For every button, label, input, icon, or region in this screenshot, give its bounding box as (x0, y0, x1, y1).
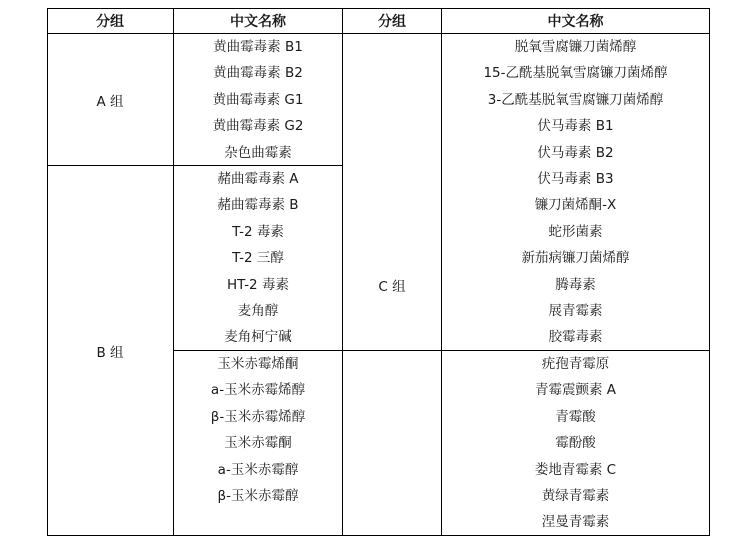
list-item: 15-乙酰基脱氧雪腐镰刀菌烯醇 (483, 65, 668, 82)
list-item: β-玉米赤霉烯醇 (210, 408, 306, 425)
list-item: 黄绿青霉素 (541, 487, 610, 504)
header-group-left: 分组 (96, 13, 124, 30)
list-item: 疣孢青霉原 (541, 356, 610, 372)
list-item: 麦角柯宁碱 (224, 329, 292, 346)
group-c-label: C 组 (378, 278, 406, 295)
list-item: 涅曼青霉素 (541, 514, 610, 531)
list-item: 赭曲霉毒素 A (217, 171, 299, 187)
list-item: β-玉米赤霉醇 (217, 487, 299, 504)
group-c1-name-list (442, 34, 709, 351)
list-item: 胶霉毒素 (548, 329, 603, 346)
list-item: 青霉酸 (555, 408, 596, 425)
group-a-name-list (174, 34, 342, 166)
list-item: 蛇形菌素 (548, 223, 603, 240)
list-item: 伏马毒素 B2 (537, 144, 614, 161)
list-item: a-玉米赤霉醇 (217, 461, 299, 478)
mycotoxin-table (47, 8, 710, 536)
list-item: 杂色曲霉素 (224, 144, 292, 161)
list-item: T-2 三醇 (232, 250, 284, 267)
list-item: 玉米赤霉酮 (224, 435, 292, 452)
list-item: 玉米赤霉烯酮 (217, 356, 299, 372)
list-item: 3-乙酰基脱氧雪腐镰刀菌烯醇 (487, 91, 664, 108)
list-item: 伏马毒素 B1 (537, 118, 614, 135)
list-item: 伏马毒素 B3 (537, 170, 614, 187)
group-c2-name-list (442, 351, 709, 536)
list-item: 展青霉素 (548, 302, 603, 319)
list-item: 腾毒素 (555, 276, 596, 293)
list-item: 青霉震颤素 A (534, 382, 617, 399)
list-item: 麦角醇 (237, 302, 279, 319)
group-b2-name-list (174, 351, 342, 509)
list-item: 黄曲霉毒素 B1 (213, 39, 303, 55)
header-group-right: 分组 (378, 13, 406, 30)
list-item: 黄曲霉毒素 G2 (212, 118, 304, 135)
list-item: a-玉米赤霉烯醇 (210, 382, 306, 399)
list-item: 黄曲霉毒素 G1 (212, 91, 304, 108)
group-b1-name-list (174, 166, 342, 351)
list-item: 娄地青霉素 C (534, 461, 617, 478)
list-item: 黄曲霉毒素 B2 (213, 65, 303, 82)
table-border-right (709, 8, 710, 536)
list-item: HT-2 毒素 (227, 276, 289, 293)
list-item: 脱氧雪腐镰刀菌烯醇 (514, 39, 637, 55)
list-item: T-2 毒素 (232, 223, 284, 240)
list-item: 赭曲霉毒素 B (217, 197, 299, 214)
header-name-right: 中文名称 (547, 13, 604, 30)
header-name-left: 中文名称 (230, 13, 286, 30)
list-item: 霉酚酸 (555, 435, 596, 452)
group-b-label: B 组 (96, 344, 124, 361)
list-item: 新茄病镰刀菌烯醇 (521, 250, 630, 267)
group-a-label: A 组 (96, 93, 124, 110)
list-item: 镰刀菌烯酮-X (534, 197, 617, 214)
